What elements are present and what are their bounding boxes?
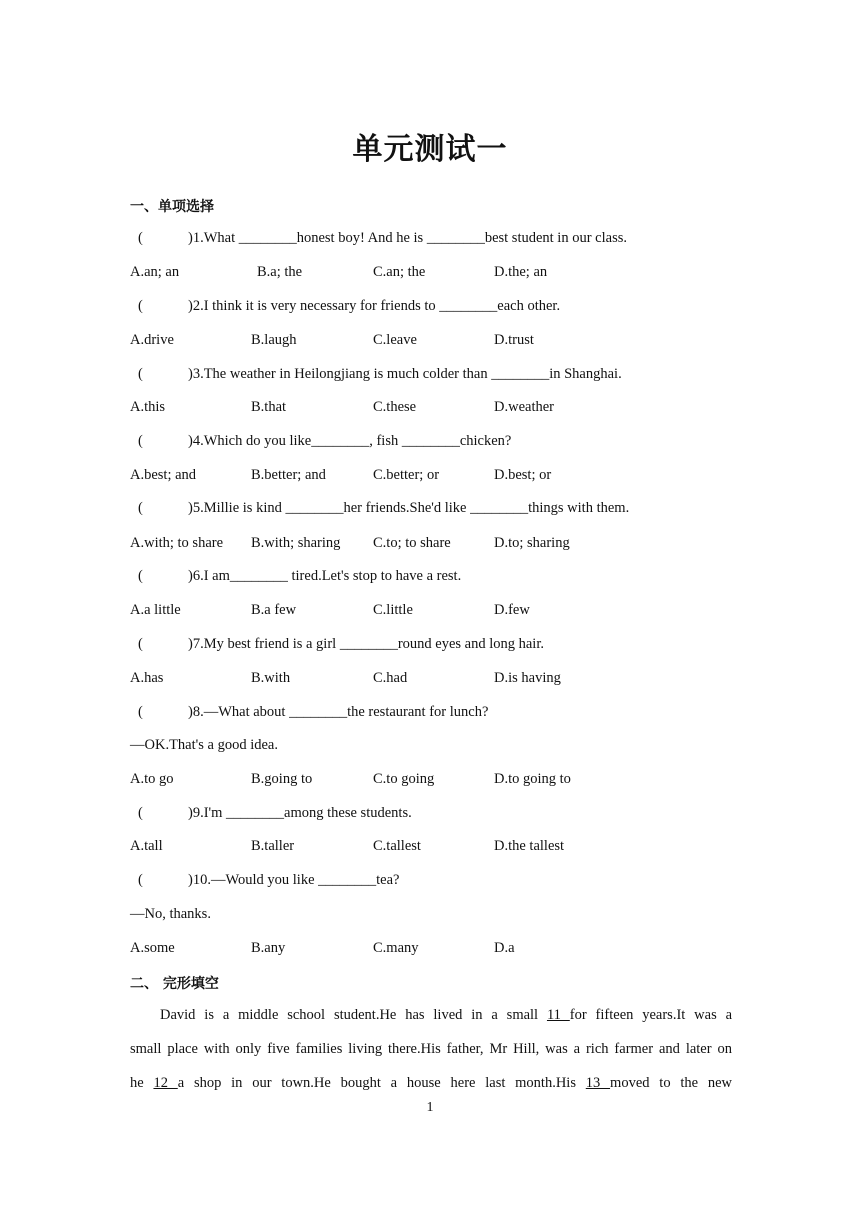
passage-text: he xyxy=(130,1075,154,1091)
question-stem: )3.The weather in Heilongjiang is much colder than ________in Shanghai. xyxy=(188,366,622,382)
option-a: A.has xyxy=(130,670,164,686)
option-c: C.these xyxy=(373,399,417,415)
answer-paren: ( xyxy=(138,805,143,821)
blank-11: 11 xyxy=(546,1007,570,1023)
option-a: A.some xyxy=(130,940,175,956)
passage-text: a shop in our town.He bought a house here last month.His xyxy=(177,1075,586,1091)
question-stem: )8.—What about ________the restaurant for lunch? xyxy=(188,704,489,720)
option-a: A.best; and xyxy=(130,467,197,483)
answer-paren: ( xyxy=(138,872,143,888)
answer-paren: ( xyxy=(138,704,143,720)
answer-paren: ( xyxy=(138,298,143,314)
option-b: B.going to xyxy=(251,771,313,787)
answer-paren: ( xyxy=(138,366,143,382)
option-c: C.an; the xyxy=(373,264,426,280)
option-a: A.an; an xyxy=(130,264,180,280)
option-c: C.little xyxy=(373,602,413,618)
question-10-reply: —No, thanks. xyxy=(130,906,211,922)
answer-paren: ( xyxy=(138,500,143,516)
option-d: D.the tallest xyxy=(494,838,565,854)
question-8-reply: —OK.That's a good idea. xyxy=(130,737,278,753)
option-a: A.to go xyxy=(130,771,174,787)
option-c: C.leave xyxy=(373,332,417,348)
passage-line-1 xyxy=(160,1007,732,1024)
option-d: D.is having xyxy=(494,670,561,686)
blank-12: 12 xyxy=(153,1075,178,1091)
option-a: A.this xyxy=(130,399,166,415)
passage-line-3 xyxy=(130,1075,732,1092)
option-b: B.laugh xyxy=(251,332,297,348)
option-b: B.a; the xyxy=(257,264,303,280)
question-stem: )4.Which do you like________, fish ________chicken? xyxy=(188,433,512,449)
option-b: B.that xyxy=(251,399,287,415)
option-d: D.to going to xyxy=(494,771,571,787)
option-c: C.tallest xyxy=(373,838,421,854)
passage-text: for fifteen years.It was a xyxy=(569,1007,733,1023)
question-stem: )9.I'm ________among these students. xyxy=(188,805,412,821)
page-title: 单元测试一 xyxy=(352,132,508,167)
option-c: C.better; or xyxy=(373,467,440,483)
passage-text: David is a middle school student.He has lived in a small xyxy=(160,1007,547,1023)
option-d: D.weather xyxy=(494,399,554,415)
option-d: D.a xyxy=(494,940,515,956)
option-b: B.a few xyxy=(251,602,297,618)
question-stem: )6.I am________ tired.Let's stop to have a rest. xyxy=(188,568,462,584)
option-b: B.better; and xyxy=(251,467,326,483)
question-stem: )5.Millie is kind ________her friends.She'd like ________things with them. xyxy=(188,500,630,516)
question-stem: )10.—Would you like ________tea? xyxy=(188,872,400,888)
option-d: D.few xyxy=(494,602,530,618)
answer-paren: ( xyxy=(138,230,143,246)
option-b: B.with xyxy=(251,670,291,686)
page-number: 1 xyxy=(426,1100,434,1115)
option-d: D.trust xyxy=(494,332,534,348)
option-b: B.taller xyxy=(251,838,295,854)
section-heading-cloze: 二、 完形填空 xyxy=(130,976,219,992)
option-d: D.best; or xyxy=(494,467,552,483)
blank-13: 13 xyxy=(585,1075,611,1091)
passage-text: moved to the new xyxy=(610,1075,733,1091)
option-a: A.with; to share xyxy=(130,535,224,551)
question-stem: )7.My best friend is a girl ________round eyes and long hair. xyxy=(188,636,544,652)
question-stem: )2.I think it is very necessary for friends to ________each other. xyxy=(188,298,561,314)
question-stem: )1.What ________honest boy! And he is ________best student in our class. xyxy=(188,230,627,246)
option-a: A.tall xyxy=(130,838,163,854)
option-d: D.the; an xyxy=(494,264,548,280)
option-a: A.drive xyxy=(130,332,174,348)
option-b: B.any xyxy=(251,940,286,956)
option-a: A.a little xyxy=(130,602,181,618)
option-c: C.many xyxy=(373,940,419,956)
section-heading-single-choice: 一、单项选择 xyxy=(130,199,214,215)
option-b: B.with; sharing xyxy=(251,535,341,551)
option-d: D.to; sharing xyxy=(494,535,570,551)
answer-paren: ( xyxy=(138,433,143,449)
passage-line-2: small place with only five families living there.His father, Mr Hill, was a rich farmer and later on xyxy=(130,1041,732,1057)
option-c: C.to going xyxy=(373,771,435,787)
option-c: C.to; to share xyxy=(373,535,451,551)
answer-paren: ( xyxy=(138,568,143,584)
option-c: C.had xyxy=(373,670,408,686)
answer-paren: ( xyxy=(138,636,143,652)
